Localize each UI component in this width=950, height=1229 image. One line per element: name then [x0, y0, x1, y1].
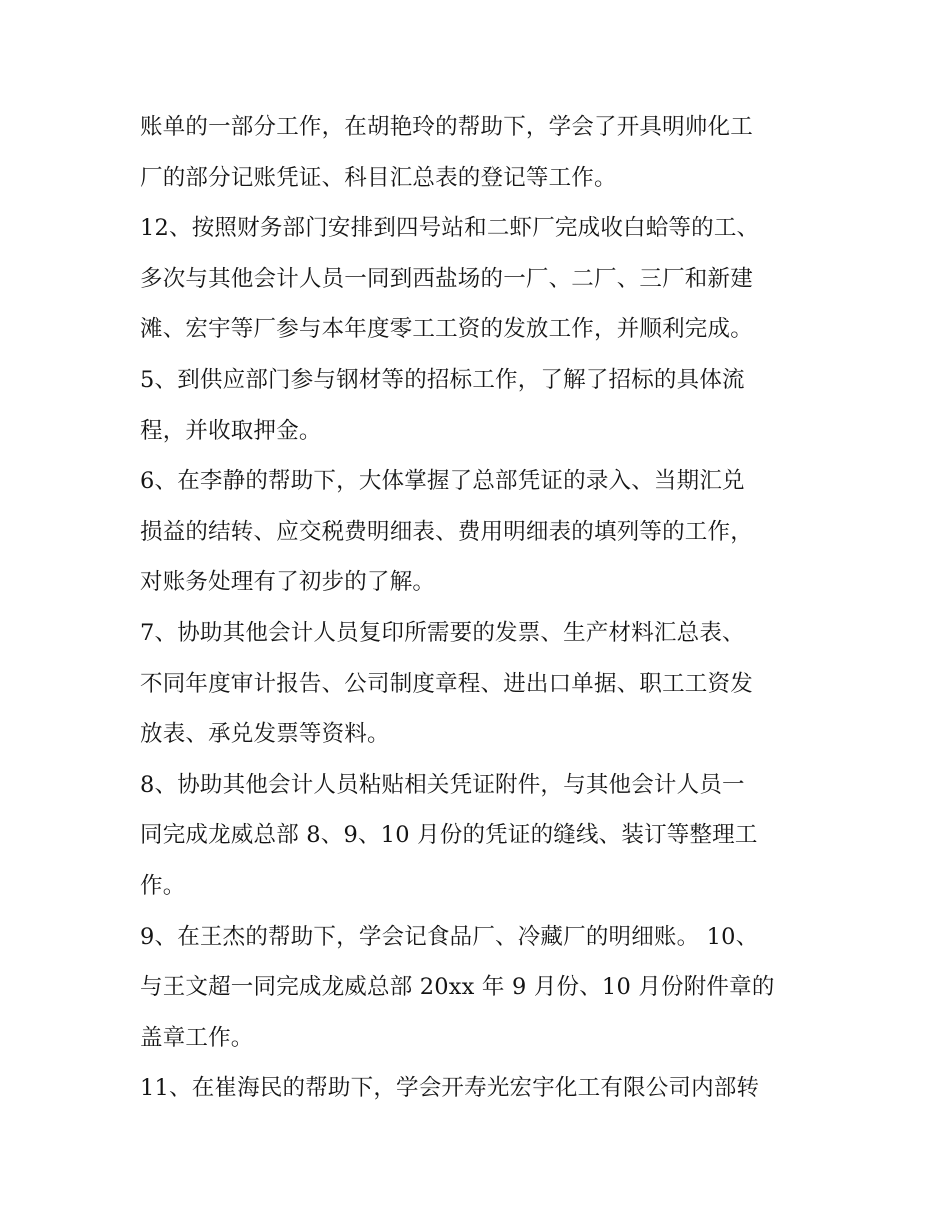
text-line: 损益的结转、应交税费明细表、费用明细表的填列等的工作， [140, 518, 753, 545]
text-line: 9、在王杰的帮助下，学会记食品厂、冷藏厂的明细账。 10、 [140, 923, 759, 950]
text-line: 作。 [140, 872, 186, 899]
document-body [140, 102, 820, 1114]
text-line: 12、按照财务部门安排到四号站和二虾厂完成收白蛤等的工、 [140, 215, 760, 242]
text-line: 多次与其他会计人员一同到西盐场的一厂、二厂、三厂和新建 [140, 265, 753, 292]
text-line: 11、在崔海民的帮助下，学会开寿光宏宇化工有限公司内部转 [140, 1075, 760, 1102]
text-line: 与王文超一同完成龙威总部 20xx 年 9 月份、10 月份附件章的 [140, 974, 775, 1001]
text-line: 程，并收取押金。 [140, 417, 322, 444]
text-line: 8、协助其他会计人员粘贴相关凭证附件，与其他会计人员一 [140, 771, 745, 798]
text-line: 放表、承兑发票等资料。 [140, 721, 390, 748]
text-line: 5、到供应部门参与钢材等的招标工作，了解了招标的具体流 [140, 366, 745, 393]
text-line: 滩、宏宇等厂参与本年度零工工资的发放工作，并顺利完成。 [140, 316, 753, 343]
text-line: 账单的一部分工作，在胡艳玲的帮助下，学会了开具明帅化工 [140, 114, 753, 140]
text-line: 厂的部分记账凭证、科目汇总表的登记等工作。 [140, 164, 617, 191]
text-line: 对账务处理有了初步的了解。 [140, 569, 436, 596]
text-line: 7、协助其他会计人员复印所需要的发票、生产材料汇总表、 [140, 619, 745, 646]
text-line: 不同年度审计报告、公司制度章程、进出口单据、职工工资发 [140, 670, 753, 697]
text-line: 盖章工作。 [140, 1024, 254, 1051]
text-line: 同完成龙威总部 8、9、10 月份的凭证的缝线、装订等整理工 [140, 822, 758, 849]
text-line: 6、在李静的帮助下，大体掌握了总部凭证的录入、当期汇兑 [140, 468, 745, 495]
